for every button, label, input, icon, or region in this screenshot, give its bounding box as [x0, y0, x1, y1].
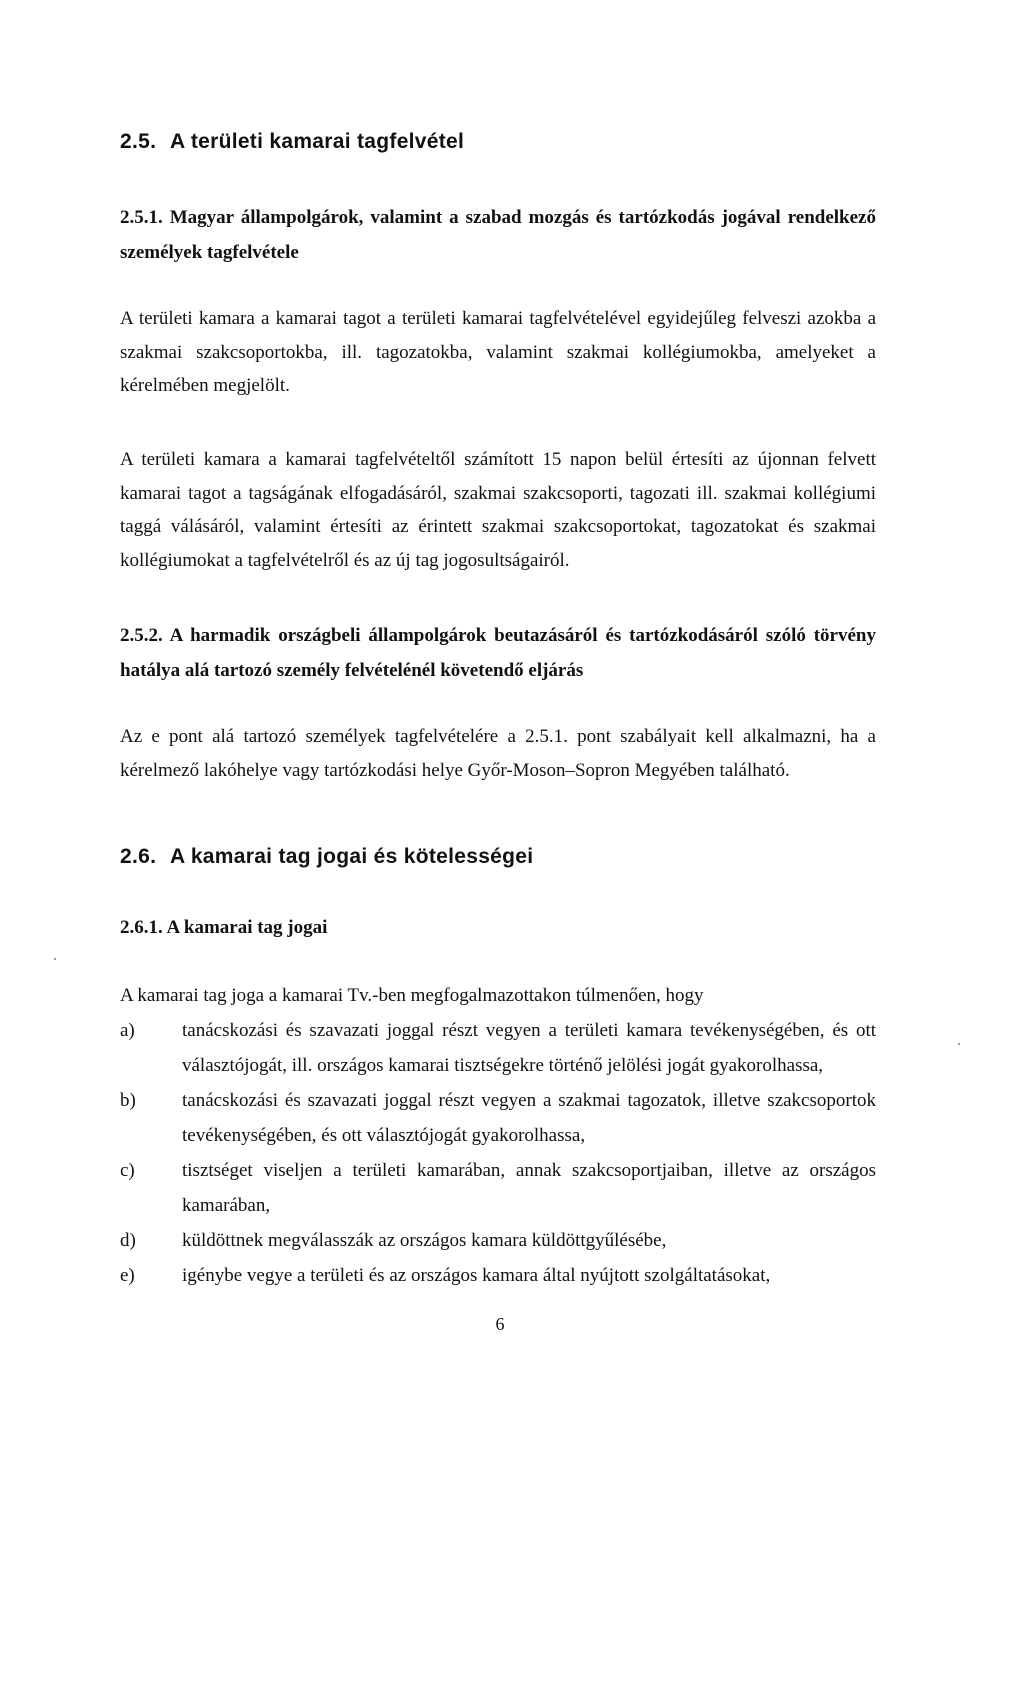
list-marker: e)	[120, 1265, 135, 1286]
list-item-text: tisztséget viseljen a területi kamarában, annak szakcsoportjaiban, illetve az országos kamarában,	[182, 1160, 876, 1216]
list-item-text: küldöttnek megválasszák az országos kamara küldöttgyűlésébe,	[182, 1230, 667, 1251]
list-item	[120, 1223, 876, 1258]
scan-speck	[958, 1043, 960, 1045]
list-marker: b)	[120, 1090, 136, 1111]
section-2-6-heading	[120, 845, 533, 869]
list-item	[120, 1013, 876, 1083]
subsection-2-5-1-heading: 2.5.1. Magyar állampolgárok, valamint a szabad mozgás és tartózkodás jogával rendelkező személyek tagfelvétele	[120, 207, 876, 263]
section-title: A területi kamarai tagfelvétel	[170, 130, 465, 153]
rights-list	[120, 1013, 876, 1293]
list-item	[120, 1153, 876, 1223]
list-item	[120, 1258, 876, 1293]
section-title: A kamarai tag jogai és kötelességei	[170, 845, 534, 868]
list-marker: c)	[120, 1160, 135, 1181]
paragraph-2-5-2: Az e pont alá tartozó személyek tagfelvételére a 2.5.1. pont szabályait kell alkalmazni, ha a kérelmező lakóhelye vagy tartózkodási helye Győr-Moson–Sopron Megyében található.	[120, 726, 876, 781]
paragraph-2-5-1-first: A területi kamara a kamarai tagot a területi kamarai tagfelvételével egyidejűleg felveszi azokba a szakmai szakcsoportokba, ill. tagozatokba, valamint szakmai kollégiumokba, amelyeket a kérelmében megjelölt.	[120, 308, 876, 396]
subsection-2-6-1-heading: 2.6.1. A kamarai tag jogai	[120, 917, 328, 938]
section-number: 2.5.	[120, 130, 157, 153]
paragraph-2-5-1-second: A területi kamara a kamarai tagfelvételtől számított 15 napon belül értesíti az újonnan felvett kamarai tagot a tagságának elfogadásáról, szakmai szakcsoporti, tagozati ill. szakmai kollégiumi taggá válásáról, valamint értesíti az érintett szakmai szakcsoportokat, tagozatokat és szakmai kollégiumokat a tagfelvételről és az új tag jogosultságairól.	[120, 449, 876, 571]
paragraph-2-6-1-intro: A kamarai tag joga a kamarai Tv.-ben megfogalmazottakon túlmenően, hogy	[120, 985, 704, 1006]
scan-speck	[54, 958, 56, 960]
subsection-2-5-2-heading: 2.5.2. A harmadik országbeli állampolgárok beutazásáról és tartózkodásáról szóló törvény hatálya alá tartozó személy felvételénél követendő eljárás	[120, 625, 876, 681]
list-item	[120, 1083, 876, 1153]
list-item-text: igénybe vegye a területi és az országos kamara által nyújtott szolgáltatásokat,	[182, 1265, 771, 1286]
section-2-5-heading	[120, 130, 464, 154]
page-number: 6	[495, 1314, 505, 1334]
list-item-text: tanácskozási és szavazati joggal részt vegyen a területi kamara tevékenységében, és ott választójogát, ill. országos kamarai tisztségekre történő jelölési jogát gyakorolhassa,	[182, 1020, 876, 1076]
list-item-text: tanácskozási és szavazati joggal részt vegyen a szakmai tagozatok, illetve szakcsoportok tevékenységében, és ott választójogát gyakorolhassa,	[182, 1090, 876, 1146]
section-number: 2.6.	[120, 845, 157, 868]
list-marker: d)	[120, 1230, 136, 1251]
list-marker: a)	[120, 1020, 135, 1041]
